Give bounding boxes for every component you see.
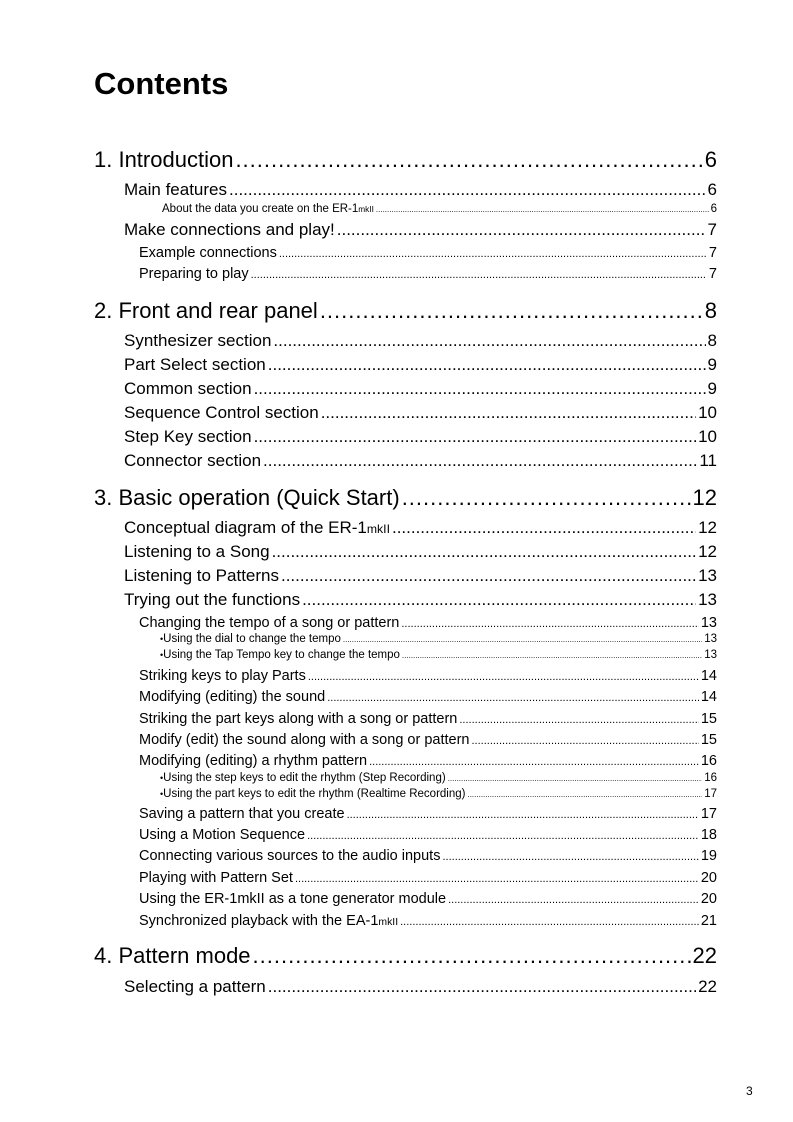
toc-entry-title: 1. Introduction: [94, 147, 234, 172]
dot-leader: [369, 756, 699, 769]
dot-leader: [279, 248, 707, 261]
toc-entry-page: 20: [700, 891, 717, 907]
toc-entry-title: • Using the dial to change the tempo: [160, 633, 341, 647]
toc-entry[interactable]: [139, 732, 717, 749]
toc-entry-title: Part Select section: [124, 355, 266, 374]
toc-entry-page: 6: [704, 147, 717, 172]
dot-leader: [327, 692, 699, 705]
dot-leader: [442, 851, 698, 864]
toc-entry-title: Connector section: [124, 451, 262, 470]
toc-entry-page: 10: [698, 427, 717, 446]
dot-leader: [343, 635, 702, 645]
toc-entry[interactable]: [139, 806, 717, 823]
toc-entry-model-suffix: mkII: [378, 917, 399, 928]
toc-entry-page: 18: [700, 827, 717, 843]
dot-leader: [253, 943, 691, 969]
dot-leader: [401, 618, 698, 631]
dot-leader: [402, 651, 702, 661]
dot-leader: [448, 774, 703, 784]
toc-entry[interactable]: [139, 689, 717, 706]
toc-entry-title: Connecting various sources to the audio inputs: [139, 848, 441, 864]
dot-leader: [392, 518, 696, 538]
toc-entry-page: 16: [700, 753, 717, 769]
toc-entry-page: 15: [700, 711, 717, 727]
toc-entry[interactable]: [139, 870, 717, 887]
page-title: Contents: [94, 66, 229, 101]
toc-entry-page: 13: [698, 590, 717, 609]
toc-entry[interactable]: [139, 913, 717, 930]
toc-entry[interactable]: [124, 518, 717, 538]
toc-entry-title: Playing with Pattern Set: [139, 870, 293, 886]
toc-entry[interactable]: [124, 427, 717, 447]
toc-entry-title: Make connections and play!: [124, 220, 335, 239]
toc-entry-title: Modifying (editing) a rhythm pattern: [139, 753, 368, 769]
toc-entry[interactable]: [94, 147, 717, 173]
dot-leader: [321, 403, 696, 423]
toc-entry[interactable]: [160, 772, 717, 786]
toc-entry-title: Main features: [124, 180, 227, 199]
toc-entry-page: 17: [704, 788, 717, 800]
toc-entry-page: 13: [704, 633, 717, 645]
toc-entry[interactable]: [139, 668, 717, 685]
toc-entry-title: • Using the part keys to edit the rhythm (Realtime Recording): [160, 788, 465, 802]
toc-entry[interactable]: [124, 379, 717, 399]
dot-leader: [307, 830, 699, 843]
toc-entry-page: 15: [700, 732, 717, 748]
toc-entry-title: Modify (edit) the sound along with a song or pattern: [139, 732, 470, 748]
toc-entry[interactable]: [94, 298, 717, 324]
toc-entry-page: 14: [700, 689, 717, 705]
toc-entry-title: 3. Basic operation (Quick Start): [94, 485, 400, 510]
toc-entry-title: Synchronized playback with the EA-1: [139, 913, 379, 929]
toc-entry-title: Preparing to play: [139, 266, 249, 282]
toc-entry[interactable]: [124, 542, 717, 562]
toc-entry-title: 2. Front and rear panel: [94, 298, 318, 323]
toc-entry-page: 16: [704, 772, 717, 784]
toc-entry-page: 7: [708, 245, 717, 261]
dot-leader: [229, 180, 706, 200]
dot-leader: [254, 379, 706, 399]
dot-leader: [308, 671, 699, 684]
dot-leader: [268, 977, 696, 997]
toc-entry-page: 13: [700, 615, 717, 631]
toc-entry[interactable]: [139, 266, 717, 283]
toc-entry-page: 12: [692, 485, 717, 510]
toc-entry-page: 13: [704, 649, 717, 661]
toc-entry-title: Conceptual diagram of the ER-1: [124, 518, 367, 537]
toc-entry[interactable]: [139, 615, 717, 632]
dot-leader: [273, 331, 705, 351]
toc-entry-title: Striking the part keys along with a song or pattern: [139, 711, 458, 727]
toc-entry-title: Listening to Patterns: [124, 566, 279, 585]
toc-entry-page: 6: [707, 180, 717, 199]
toc-entry[interactable]: [139, 891, 717, 908]
toc-entry-page: 12: [698, 518, 717, 537]
toc-entry-title: Trying out the functions: [124, 590, 301, 609]
dot-leader: [263, 451, 697, 471]
dot-leader: [448, 894, 699, 907]
page-number: 3: [746, 1084, 753, 1098]
dot-leader: [376, 205, 709, 215]
toc-entry-page: 19: [700, 848, 717, 864]
dot-leader: [295, 873, 699, 886]
toc-entry-page: 22: [698, 977, 717, 996]
dot-leader: [302, 590, 696, 610]
toc-entry-title: About the data you create on the ER-1: [162, 203, 359, 215]
toc-entry[interactable]: [124, 403, 717, 423]
toc-entry-title: • Using the step keys to edit the rhythm (Step Recording): [160, 772, 446, 786]
toc-entry-page: 11: [699, 451, 717, 470]
toc-entry[interactable]: [139, 711, 717, 728]
toc-entry-title: Listening to a Song: [124, 542, 270, 561]
toc-entry-title: Striking keys to play Parts: [139, 668, 306, 684]
toc-entry-title: Using the ER-1mkII as a tone generator module: [139, 891, 447, 907]
toc-entry-title: Saving a pattern that you create: [139, 806, 345, 822]
toc-entry[interactable]: [139, 827, 717, 844]
toc-entry-page: 7: [708, 266, 717, 282]
dot-leader: [254, 427, 697, 447]
toc-entry-page: 12: [698, 542, 717, 561]
toc-entry-title: Changing the tempo of a song or pattern: [139, 615, 400, 631]
dot-leader: [272, 542, 697, 562]
toc-entry[interactable]: [162, 203, 717, 217]
toc-entry-model-suffix: mkII: [366, 522, 390, 536]
dot-leader: [402, 485, 691, 511]
toc-entry-page: 21: [700, 913, 717, 929]
toc-entry[interactable]: [124, 590, 717, 610]
toc-entry[interactable]: [124, 331, 717, 351]
toc-entry-title: Synthesizer section: [124, 331, 272, 350]
dot-leader: [251, 269, 707, 282]
toc-entry-title: Modifying (editing) the sound: [139, 689, 326, 705]
toc-entry[interactable]: [124, 355, 717, 375]
toc-entry[interactable]: [139, 753, 717, 770]
dot-leader: [320, 298, 703, 324]
toc-entry[interactable]: [124, 451, 717, 471]
dot-leader: [467, 790, 702, 800]
dot-leader: [337, 220, 706, 240]
toc-entry[interactable]: [124, 566, 717, 586]
toc-entry[interactable]: [94, 485, 717, 511]
dot-leader: [400, 916, 699, 929]
toc-entry-page: 10: [698, 403, 717, 422]
toc-entry-page: 6: [710, 203, 717, 215]
toc-entry[interactable]: [160, 649, 717, 663]
dot-leader: [235, 147, 702, 173]
toc-entry-model-suffix: mkII: [358, 205, 374, 214]
toc-entry[interactable]: [94, 943, 717, 969]
toc-entry-page: 8: [707, 331, 717, 350]
toc-entry[interactable]: [124, 977, 717, 997]
toc-entry-page: 7: [707, 220, 717, 239]
toc-entry-page: 14: [700, 668, 717, 684]
toc-entry[interactable]: [124, 180, 717, 200]
toc-entry-page: 17: [700, 806, 717, 822]
dot-leader: [281, 566, 696, 586]
toc-entry-title: Step Key section: [124, 427, 252, 446]
toc-entry-page: 20: [700, 870, 717, 886]
toc-entry-page: 9: [707, 355, 717, 374]
toc-entry-title: Example connections: [139, 245, 277, 261]
toc-entry-title: Using a Motion Sequence: [139, 827, 306, 843]
toc-entry-page: 8: [704, 298, 717, 323]
toc-entry-title: Selecting a pattern: [124, 977, 266, 996]
toc-entry[interactable]: [160, 633, 717, 647]
toc-entry[interactable]: [139, 848, 717, 865]
toc-entry-title: • Using the Tap Tempo key to change the tempo: [160, 649, 400, 663]
toc-entry-title: 4. Pattern mode: [94, 943, 251, 968]
toc-entry-page: 22: [692, 943, 717, 968]
toc-entry[interactable]: [160, 788, 717, 802]
toc-entry-page: 9: [707, 379, 717, 398]
toc-entry[interactable]: [124, 220, 717, 240]
dot-leader: [268, 355, 706, 375]
dot-leader: [347, 809, 699, 822]
toc-entry-page: 13: [698, 566, 717, 585]
toc-entry[interactable]: [139, 245, 717, 262]
toc-entry-title: Sequence Control section: [124, 403, 319, 422]
dot-leader: [471, 735, 698, 748]
toc-entry-title: Common section: [124, 379, 252, 398]
dot-leader: [459, 714, 698, 727]
